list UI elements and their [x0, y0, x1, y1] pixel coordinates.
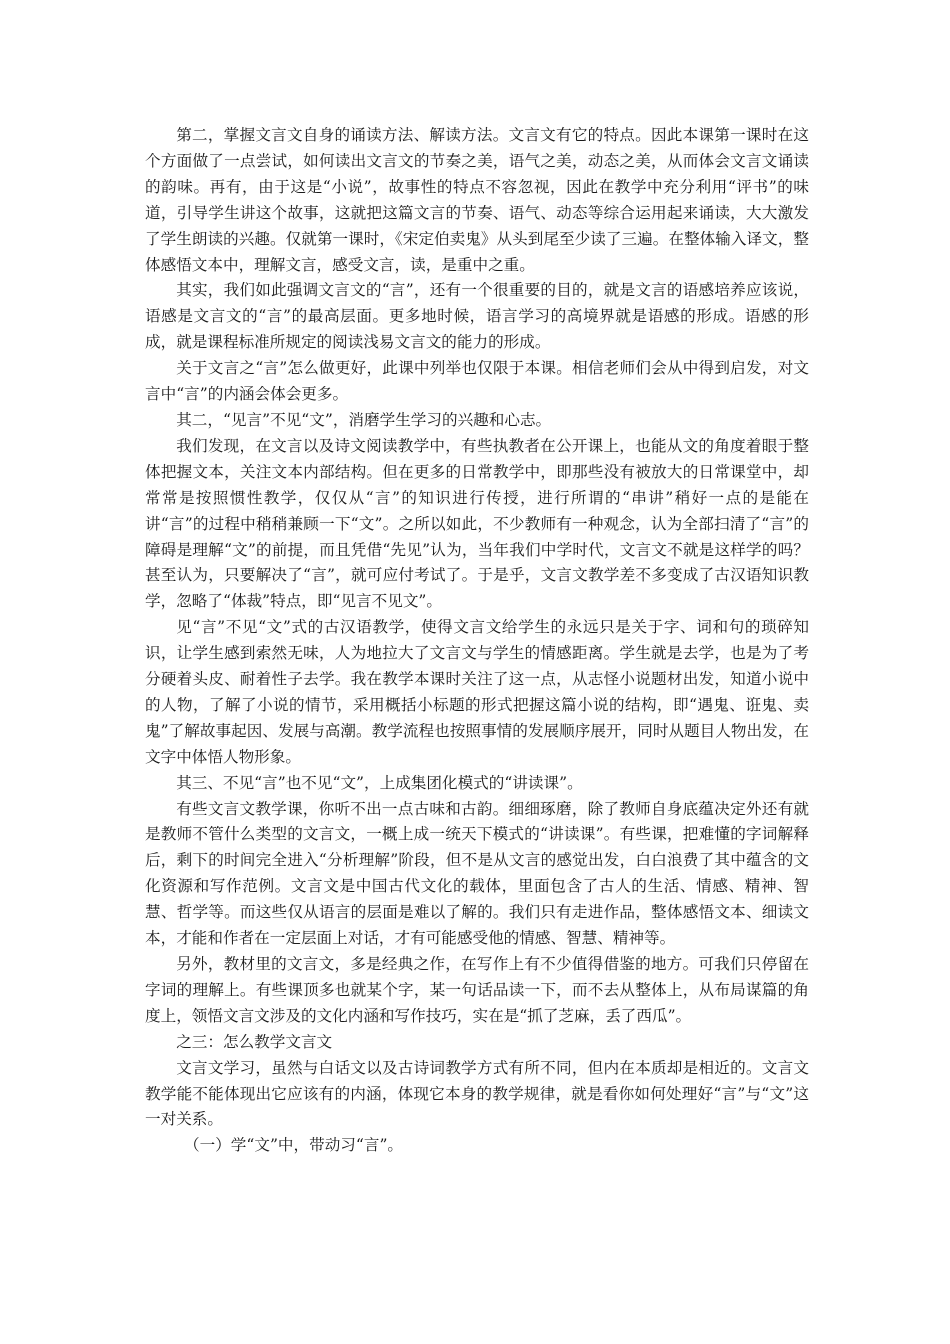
- paragraph-classical-chinese-teaching: 见“言”不见“文”式的古汉语教学，使得文言文给学生的永远只是关于字、词和句的琐碎知识，让学生感到索然无味，人为地拉大了文言文与学生的情感距离。学生就是去学，也是为了考分硬着头皮、耐着性子去学。我在教学本课时关注了这一点，从志怪小说题材出发，知道小说中的人物，了解了小说的情节，采用概括小标题的形式把握这篇小说的结构，即“遇鬼、诳鬼、卖鬼”了解故事起因、发展与高潮。教学流程也按照事情的发展顺序展开，同时从题目人物出发，在文字中体悟人物形象。: [145, 618, 809, 766]
- heading-section-three: 之三：怎么教学文言文: [176, 1032, 333, 1051]
- document-body: [145, 123, 809, 1159]
- paragraph-lecture-class: 有些文言文教学课，你听不出一点古味和古韵。细细琢磨，除了教师自身底蕴决定外还有就是教师不管什么类型的文言文，一概上成一统天下模式的“讲读课”。有些课，把难懂的字词解释后，剩下的时间完全进入“分析理解”阶段，但不是从文言的感觉出发，白白浪费了其中蕴含的文化资源和写作范例。文言文是中国古代文化的载体，里面包含了古人的生活、情感、精神、智慧、哲学等。而这些仅从语言的层面是难以了解的。我们只有走进作品，整体感悟文本、细读文本，才能和作者在一定层面上对话，才有可能感受他的情感、智慧、精神等。: [145, 799, 809, 948]
- heading-point-two: 其二，“见言”不见“文”，消磨学生学习的兴趣和心志。: [176, 410, 552, 429]
- paragraph-about-yan: 关于文言之“言”怎么做更好，此课中列举也仅限于本课。相信老师们会从中得到启发，对文言中“言”的内涵会体会更多。: [145, 359, 809, 404]
- paragraph-language-sense: 其实，我们如此强调文言文的“言”，还有一个很重要的目的，就是文言的语感培养应该说，语感是文言文的“言”的最高层面。更多地时候，语言学习的高境界就是语感的形成。语感的形成，就是课程标准所规定的阅读浅易文言文的能力的形成。: [145, 281, 809, 352]
- paragraph-yan-wen-relation: 文言文学习，虽然与白话文以及古诗词教学方式有所不同，但内在本质却是相近的。文言文教学能不能体现出它应该有的内涵，体现它本身的教学规律，就是看你如何处理好“言”与“文”这一对关系。: [145, 1058, 809, 1129]
- paragraph-recitation-method: 第二，掌握文言文自身的诵读方法、解读方法。文言文有它的特点。因此本课第一课时在这个方面做了一点尝试，如何读出文言文的节奏之美，语气之美，动态之美，从而体会文言文诵读的韵味。再有，由于这是“小说”，故事性的特点不容忽视，因此在教学中充分利用“评书”的味道，引导学生讲这个故事，这就把这篇文言的节奏、语气、动态等综合运用起来诵读，大大激发了学生朗读的兴趣。仅就第一课时，《宋定伯卖鬼》从头到尾至少读了三遍。在整体输入译文，整体感悟文本中，理解文言，感受文言，读，是重中之重。: [145, 126, 809, 274]
- heading-point-three: 其三、不见“言”也不见“文”，上成集团化模式的“讲读课”。: [176, 773, 583, 792]
- subheading-one: （一）学“文”中，带动习“言”。: [184, 1136, 404, 1155]
- paragraph-daily-teaching: 我们发现，在文言以及诗文阅读教学中，有些执教者在公开课上，也能从文的角度着眼于整体把握文本，关注文本内部结构。但在更多的日常教学中，即那些没有被放大的日常课堂中，却常常是按照惯性教学，仅仅从“言”的知识进行传授，进行所谓的“串讲”稍好一点的是能在讲“言”的过程中稍稍兼顾一下“文”。之所以如此，不少教师有一种观念，认为全部扫清了“言”的障碍是理解“文”的前提，而且凭借“先见”认为，当年我们中学时代，文言文不就是这样学的吗？甚至认为，只要解决了“言”，就可应付考试了。于是乎，文言文教学差不多变成了古汉语知识教学，忽略了“体裁”特点，即“见言不见文”。: [145, 436, 809, 611]
- paragraph-classic-texts: 另外，教材里的文言文，多是经典之作，在写作上有不少值得借鉴的地方。可我们只停留在字词的理解上。有些课顶多也就某个字，某一句话品读一下，而不去从整体上，从布局谋篇的角度上，领悟文言文涉及的文化内涵和写作技巧，实在是“抓了芝麻，丢了西瓜”。: [145, 955, 809, 1025]
